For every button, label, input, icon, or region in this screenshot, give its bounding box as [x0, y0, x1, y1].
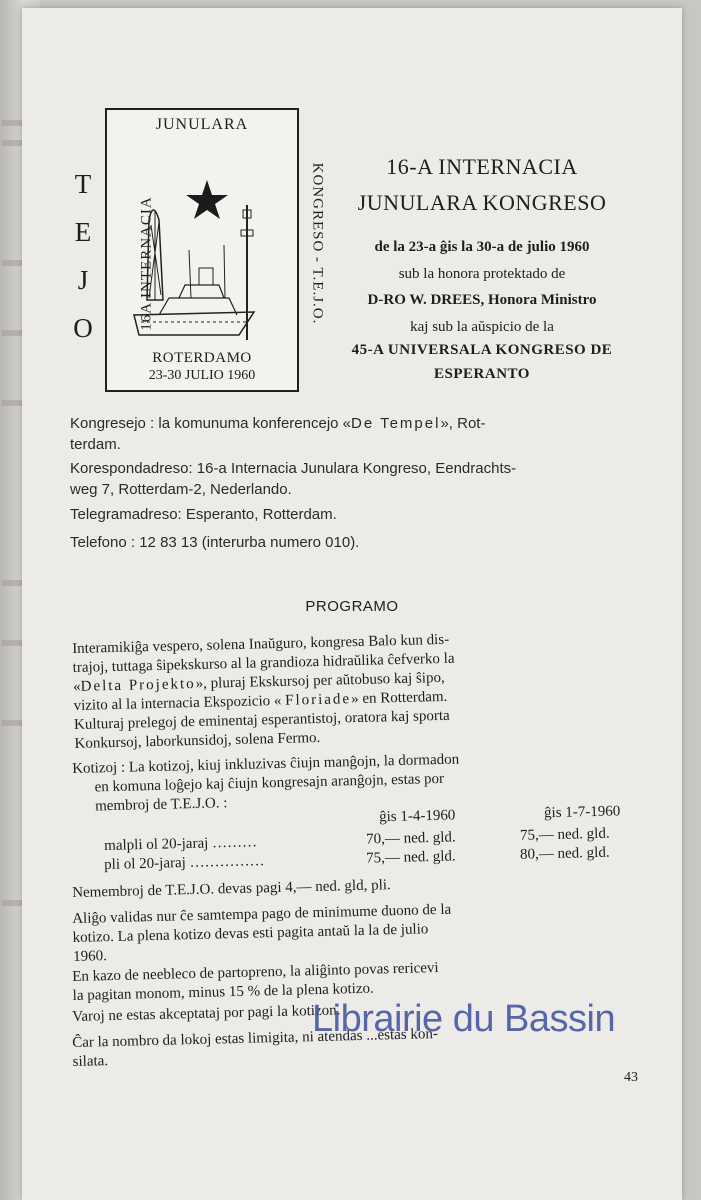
ship-tower-illustration [129, 150, 269, 340]
congress-title-line1: 16-A INTERNACIA [386, 154, 578, 179]
stamp-dates: 23-30 JULIO 1960 [148, 368, 256, 383]
minister-line: D-RO W. DREES, Honora Ministro [367, 292, 597, 308]
floriade: Floriade [284, 691, 352, 709]
programo-line: Konkursoj, laborkunsidoj, solena Fermo. [74, 729, 321, 752]
tejo-letter: O [73, 313, 93, 343]
tejo-letter: J [77, 265, 89, 295]
tejo-letter: T [74, 169, 92, 199]
programo-line: Interamikiĝa vespero, solena Inaŭguro, kongresa Balo kun dis- [72, 631, 450, 657]
congress-stamp [105, 108, 326, 392]
korespondadreso-info [70, 458, 642, 500]
price-col1-header: ĝis 1-4-1960 [378, 807, 456, 826]
tejo-letter: E [74, 217, 92, 247]
kazo-line: la pagitan monom, minus 15 % de la plena kotizo. [72, 980, 374, 1004]
price-row-label: malpli ol 20-jaraj ……… [104, 834, 258, 854]
koresp-line1: Korespondadreso: 16-a Internacia Junulara Kongreso, Eendrachts- [70, 460, 517, 477]
congress-dates: de la 23-a ĝis la 30-a de julio 1960 [374, 239, 590, 255]
programo-line-head: vizito al la internacia Ekspozicio « [73, 692, 286, 714]
price-value: 70,— ned. gld. [365, 829, 456, 848]
price-col2-header: ĝis 1-7-1960 [543, 803, 621, 822]
kotizoj-line: en komuna loĝejo kaj ĉiujn kongresajn aranĝojn, estas por [94, 770, 445, 796]
tejo-vertical-letters [70, 160, 96, 352]
programo-line-tail: » en Rotterdam. [350, 688, 448, 708]
honor-line: sub la honora protektado de [398, 266, 566, 282]
car-line: Ĉar la nombro da lokoj estas limigita, ni atendas ...estas kon- [72, 1026, 439, 1051]
auspice-line: kaj sub la aŭspicio de la [410, 319, 554, 335]
bookseller-watermark: Librairie du Bassin [312, 998, 616, 1040]
varoj-text: Varoj ne estas akceptataj por pagi la kotizon. [72, 1002, 341, 1025]
kazo-line: En kazo de neebleco de partopreno, la aliĝinto povas rericevi [72, 960, 439, 985]
stamp-left-text: 16A INTERNACIA [138, 196, 155, 331]
kongresejo-info [70, 413, 642, 455]
telegramadreso-info: Telegramadreso: Esperanto, Rotterdam. [70, 506, 337, 523]
kotizoj-line: membroj de T.E.J.O. : [94, 795, 228, 815]
universal-congress-line1: 45-A UNIVERSALA KONGRESO DE [351, 342, 613, 358]
programo-line-tail: », pluraj Ekskursoj per aŭtobuso kaj ŝipo, [195, 669, 445, 692]
stamp-top-text: JUNULARA [155, 116, 249, 133]
page-number: 43 [624, 1070, 638, 1085]
kongresejo-label: Kongresejo : la komunuma konferencejo « [70, 415, 352, 432]
star-icon [186, 180, 228, 219]
nemembroj-text: Nemembroj de T.E.J.O. devas pagi 4,— ned. gld, pli. [72, 877, 391, 901]
aligxo-line: Aliĝo validas nur ĉe samtempa pago de minimume duono de la [72, 901, 452, 927]
price-value: 80,— ned. gld. [519, 844, 610, 863]
price-row-label: pli ol 20-jaraj …………… [104, 853, 265, 873]
stamp-city: ROTERDAMO [152, 350, 252, 366]
kongresejo-tail: », Rot- [440, 415, 486, 432]
telefono-info: Telefono : 12 83 13 (interurba numero 010). [70, 534, 360, 551]
aligxo-line: kotizo. La plena kotizo devas esti pagita antaŭ la la de julio [72, 921, 429, 946]
programo-line: trajoj, tuttaga ŝipekskurso al la grandioza hidraŭlika ĉefverko la [72, 650, 455, 676]
delta-projekto: Delta Projekto [80, 675, 196, 695]
congress-title-line2: JUNULARA KONGRESO [357, 190, 607, 215]
kongresejo-city: terdam. [70, 436, 121, 453]
quote-open: « [72, 678, 81, 695]
aligxo-line: 1960. [72, 948, 108, 965]
price-value: 75,— ned. gld. [365, 848, 456, 867]
programo-line: Kulturaj prelegoj de eminentaj esperantistoj, oratora kaj sporta [73, 707, 450, 733]
universal-congress-line2: ESPERANTO [434, 366, 530, 382]
stamp-right-text: KONGRESO - T.E.J.O. [309, 162, 326, 325]
venue-name: De Tempel [351, 415, 441, 432]
kotizoj-line: Kotizoj : La kotizoj, kiuj inkluzivas ĉiujn manĝojn, la dormadon [72, 751, 460, 777]
koresp-line2: weg 7, Rotterdam-2, Nederlando. [70, 481, 292, 498]
programo-text [72, 626, 645, 754]
programo-heading: PROGRAMO [305, 598, 399, 615]
car-line: silata. [72, 1053, 109, 1070]
price-value: 75,— ned. gld. [519, 825, 610, 844]
